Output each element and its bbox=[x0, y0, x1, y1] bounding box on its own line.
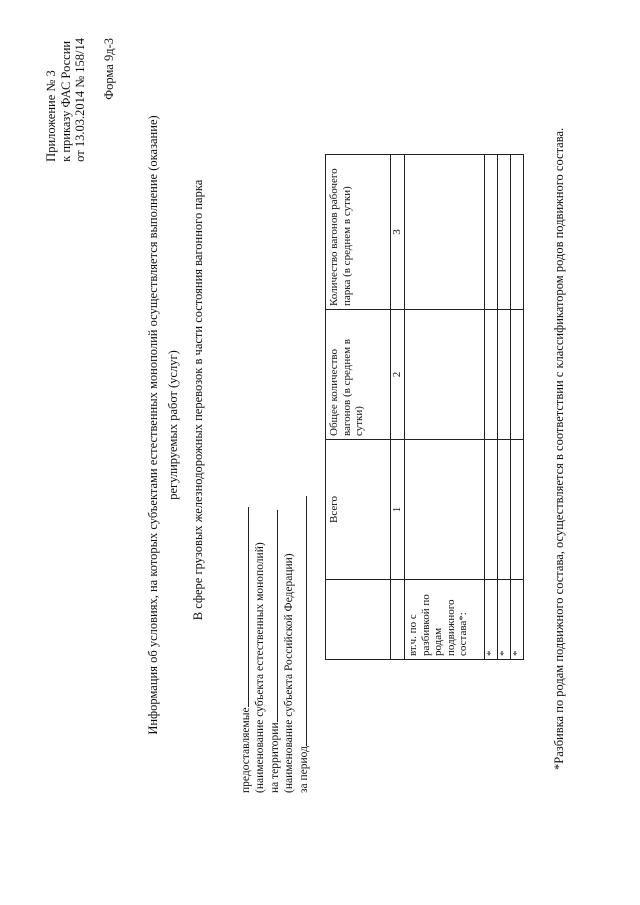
table-cell bbox=[405, 310, 485, 440]
territory-label: на территории bbox=[269, 722, 281, 793]
table-header-row bbox=[326, 155, 391, 660]
table-cell bbox=[405, 440, 485, 580]
number-cell-3: 3 bbox=[391, 155, 405, 310]
table-number-row bbox=[391, 155, 405, 660]
table-row bbox=[405, 155, 485, 660]
annex-line-1: Приложение № 3 bbox=[44, 70, 58, 162]
table-cell bbox=[498, 310, 511, 440]
period-fill-line bbox=[296, 496, 307, 746]
number-cell-0 bbox=[391, 580, 405, 660]
territory-row bbox=[267, 496, 282, 793]
number-cell-2: 2 bbox=[391, 310, 405, 440]
table-cell bbox=[498, 155, 511, 310]
table-cell bbox=[498, 440, 511, 580]
provided-hint: (наименование субъекта естественных монополий) bbox=[254, 542, 266, 793]
table-cell bbox=[485, 310, 498, 440]
number-cell-1: 1 bbox=[391, 440, 405, 580]
annex-line-3: от 13.03.2014 № 158/14 bbox=[73, 38, 87, 162]
heading-line-2: регулируемых работ (услуг) bbox=[166, 350, 180, 500]
table-cell bbox=[511, 310, 524, 440]
breakdown-label-cell: вт.ч. по с разбивкой по родам подвижного состава*: bbox=[405, 580, 485, 660]
table-cell bbox=[405, 155, 485, 310]
provided-label: предоставляемые bbox=[240, 707, 252, 793]
header-cell-empty bbox=[326, 580, 391, 660]
data-table bbox=[325, 154, 524, 660]
annex-block bbox=[44, 38, 88, 162]
heading-line-1: Информация об условиях, на которых субъектами естественных монополий осуществляется выполнение (оказание) bbox=[146, 115, 160, 735]
header-cell-total-wagons: Общее количество вагонов (в среднем в сутки) bbox=[326, 310, 391, 440]
period-label: за период bbox=[298, 746, 310, 793]
star-cell: * bbox=[498, 580, 511, 660]
form-number: Форма 9д-3 bbox=[102, 38, 116, 100]
table-cell bbox=[511, 440, 524, 580]
annex-line-2: к приказу ФАС России bbox=[58, 40, 73, 162]
provided-row bbox=[238, 496, 253, 793]
table-row bbox=[485, 155, 498, 660]
document-heading bbox=[143, 100, 183, 750]
form-fields bbox=[238, 496, 311, 793]
table-cell bbox=[485, 155, 498, 310]
header-cell-working-fleet: Количество вагонов рабочего парка (в среднем в сутки) bbox=[326, 155, 391, 310]
document-subheading: В сфере грузовых железнодорожных перевозок в части состояния вагонного парка bbox=[191, 179, 205, 621]
provided-fill-line bbox=[238, 507, 249, 707]
territory-hint: (наименование субъекта Российской Федерации) bbox=[283, 553, 295, 793]
table-cell bbox=[511, 155, 524, 310]
territory-fill-line bbox=[267, 510, 278, 722]
footnote: *Разбивка по родам подвижного состава, осуществляется в соответствии с классификатором родов подвижного состава. bbox=[552, 127, 566, 770]
star-cell: * bbox=[511, 580, 524, 660]
period-row bbox=[296, 496, 311, 793]
table-cell bbox=[485, 440, 498, 580]
star-cell: * bbox=[485, 580, 498, 660]
table-row bbox=[511, 155, 524, 660]
table-row bbox=[498, 155, 511, 660]
header-cell-total: Всего bbox=[326, 440, 391, 580]
